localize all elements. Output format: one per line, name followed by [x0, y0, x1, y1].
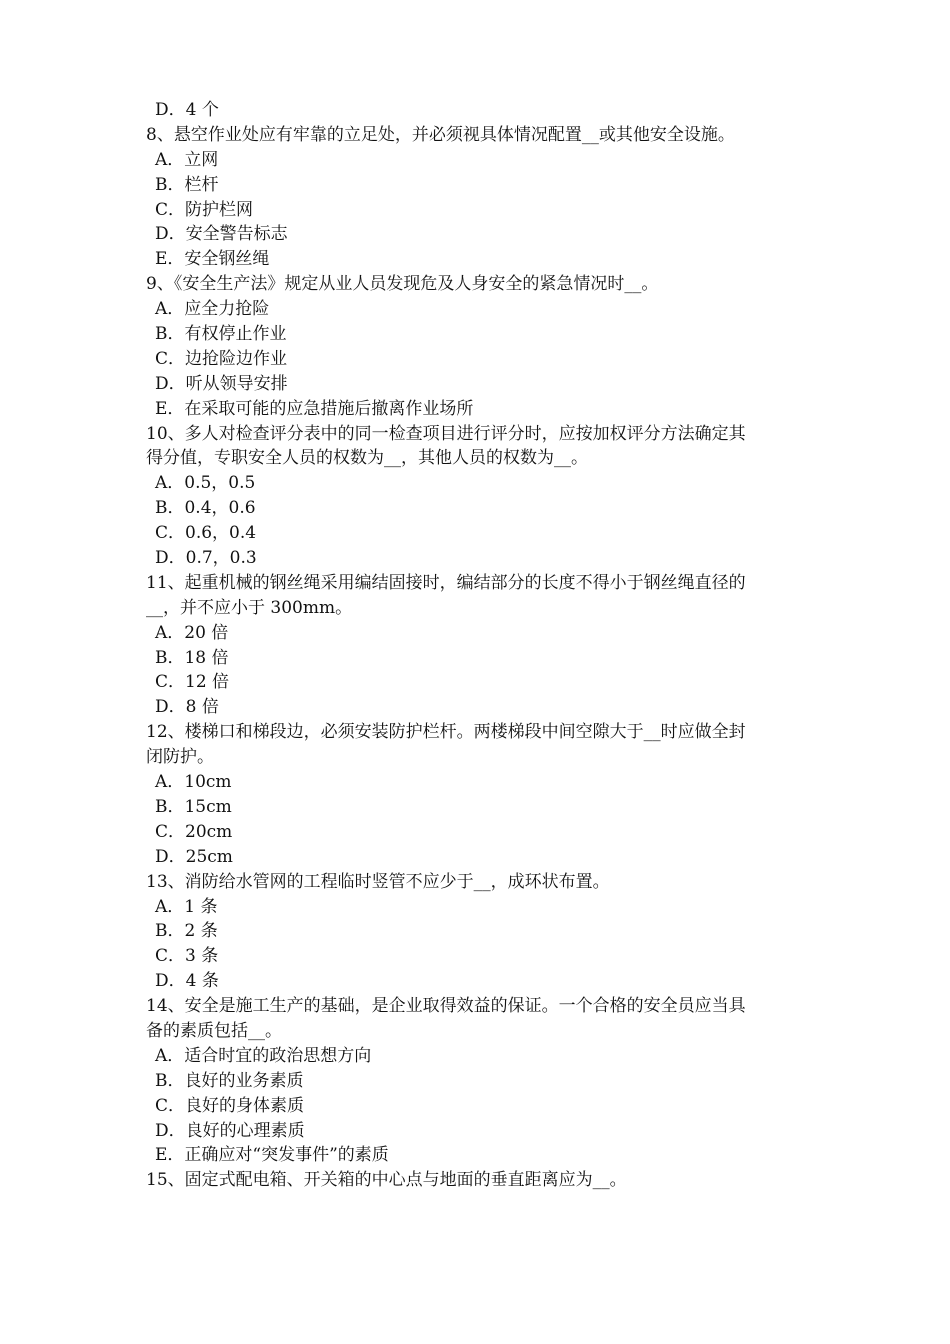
answer-option: A．应全力抢险 [155, 299, 270, 320]
answer-option: C．防护栏网 [155, 199, 254, 220]
answer-option: C．20cm [155, 821, 233, 842]
answer-option: B．0.4，0.6 [155, 498, 256, 519]
question-block [146, 571, 816, 720]
answer-option: C．边抢险边作业 [155, 348, 288, 369]
answer-option: B．2 条 [155, 921, 218, 942]
answer-option: E．在采取可能的应急措施后撤离作业场所 [155, 398, 474, 419]
question-block [146, 123, 816, 272]
question-stem: 闭防护。 [146, 747, 214, 768]
answer-option: B．有权停止作业 [155, 324, 287, 345]
answer-option: B．良好的业务素质 [155, 1070, 304, 1091]
answer-option: B．15cm [155, 796, 232, 817]
question-stem: 10、多人对检查评分表中的同一检查项目进行评分时，应按加权评分方法确定其 [146, 423, 746, 444]
question-block [146, 994, 816, 1168]
question-stem: __，并不应小于 300mm。 [146, 597, 353, 618]
question-block [146, 1168, 816, 1193]
question-block [146, 272, 816, 421]
answer-option: D．0.7，0.3 [155, 548, 257, 569]
question-stem: 14、安全是施工生产的基础，是企业取得效益的保证。一个合格的安全员应当具 [146, 996, 746, 1017]
answer-option: D．4 条 [155, 971, 219, 992]
answer-option: A．0.5，0.5 [155, 473, 256, 494]
answer-option: D．听从领导安排 [155, 373, 288, 394]
answer-option: A．适合时宜的政治思想方向 [155, 1045, 372, 1066]
answer-option: C．3 条 [155, 946, 219, 967]
answer-option: E．正确应对“突发事件”的素质 [155, 1145, 389, 1166]
answer-option: A．10cm [155, 772, 232, 793]
question-block [146, 870, 816, 994]
answer-option: C．0.6，0.4 [155, 523, 257, 544]
question-stem: 15、固定式配电箱、开关箱的中心点与地面的垂直距离应为__。 [146, 1170, 627, 1191]
question-stem: 13、消防给水管网的工程临时竖管不应少于__，成环状布置。 [146, 871, 610, 892]
answer-option: D．安全警告标志 [155, 224, 288, 245]
answer-option: C．12 倍 [155, 672, 230, 693]
answer-option: B．栏杆 [155, 174, 219, 195]
answer-option: A．1 条 [155, 896, 218, 917]
leading-option: D．4 个 [155, 100, 219, 120]
question-list [146, 123, 816, 1193]
question-stem: 备的素质包括__。 [146, 1020, 282, 1041]
question-stem: 得分值，专职安全人员的权数为__，其他人员的权数为__。 [146, 448, 588, 469]
answer-option: B．18 倍 [155, 647, 229, 668]
question-stem: 12、楼梯口和梯段边，必须安装防护栏杆。两楼梯段中间空隙大于__时应做全封 [146, 722, 746, 743]
document-page [146, 98, 816, 1193]
answer-option: D．8 倍 [155, 697, 219, 718]
answer-option: A．立网 [155, 149, 219, 170]
question-stem: 9、《安全生产法》规定从业人员发现危及人身安全的紧急情况时__。 [146, 274, 659, 295]
question-stem: 8、悬空作业处应有牢靠的立足处，并必须视具体情况配置__或其他安全设施。 [146, 124, 735, 145]
question-block [146, 422, 816, 571]
question-block [146, 720, 816, 869]
answer-option: E．安全钢丝绳 [155, 249, 270, 270]
answer-option: D．良好的心理素质 [155, 1120, 305, 1141]
question-stem: 11、起重机械的钢丝绳采用编结固接时，编结部分的长度不得小于钢丝绳直径的 [146, 572, 746, 593]
answer-option: D．25cm [155, 846, 233, 867]
answer-option: C．良好的身体素质 [155, 1095, 305, 1116]
answer-option: A．20 倍 [155, 622, 229, 643]
